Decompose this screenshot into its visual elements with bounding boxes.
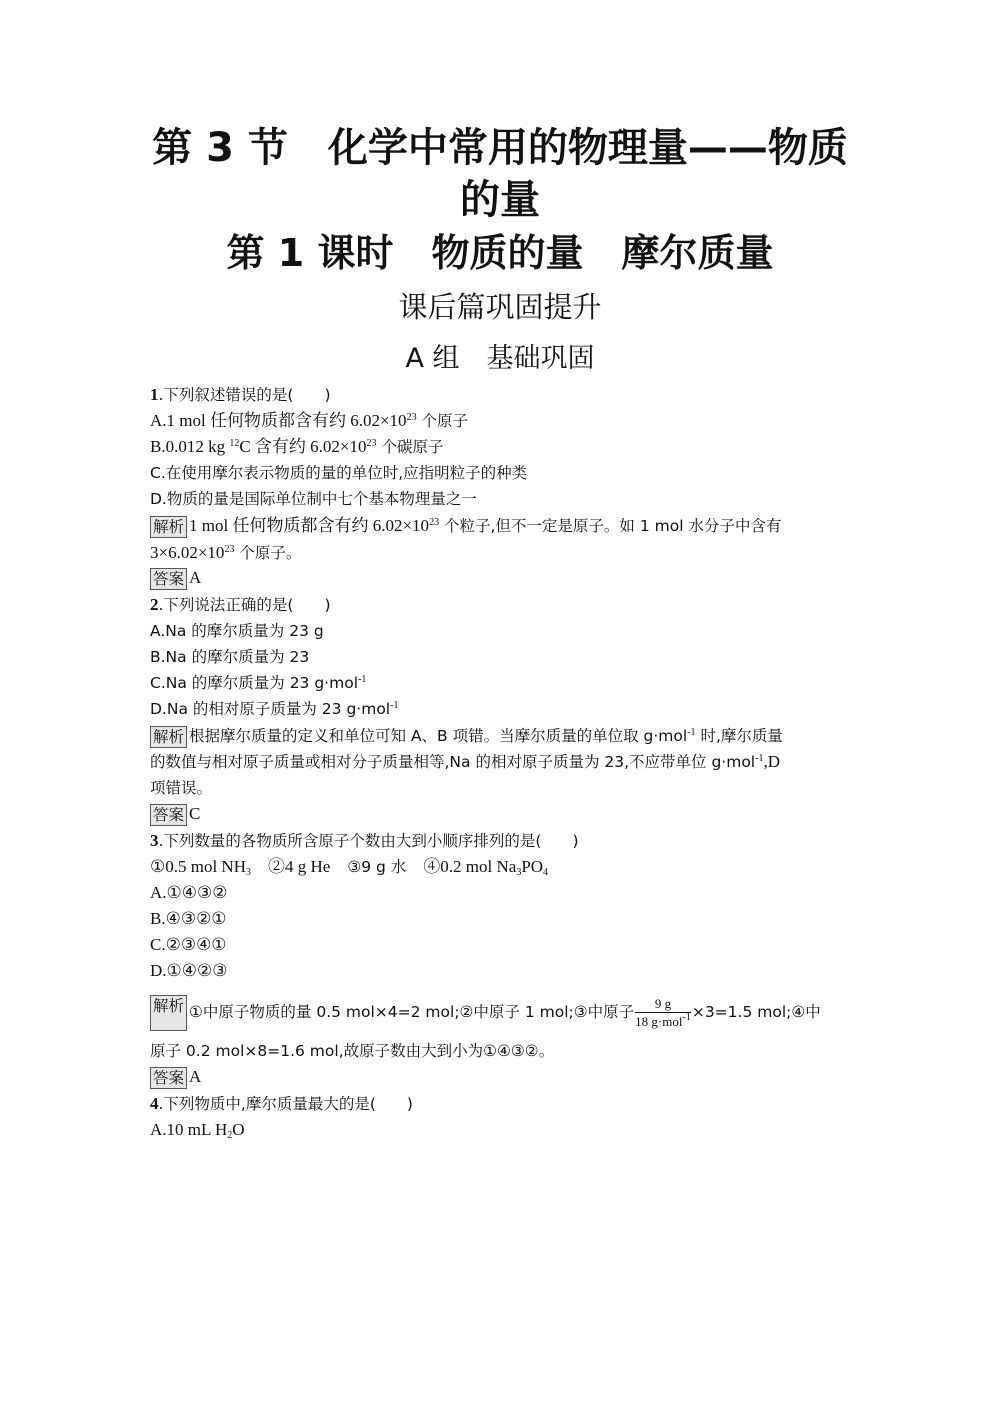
question-1-analysis: 解析 1 mol 任何物质都含有约 $6.02\times 10^{23}$ 个粒子,但不一定是原子。如 1 mol 水分子中含有 xyxy=(150,515,781,538)
analysis-label: 解析 xyxy=(150,995,187,1031)
answer-value: A xyxy=(189,568,202,587)
question-3-option-d: D.①④②③ xyxy=(150,961,228,980)
answer-label: 答案 xyxy=(150,568,187,590)
question-3-analysis-cont: 原子 0.2 mol×8=1.6 mol,故原子数由大到小为①④③②。 xyxy=(150,1042,555,1060)
question-2-option-a: A.Na 的摩尔质量为 23 g xyxy=(150,622,324,640)
question-3-analysis: 解析 ①中原子物质的量 0.5 mol×4=2 mol;②中原子 1 mol;③中原子 $\frac{9 g}{18 g\cdot mol^{-1}}$ ×3=1.5 mol;④中 xyxy=(150,994,821,1031)
subtitle: 课后篇巩固提升 xyxy=(398,290,602,324)
answer-value: A xyxy=(189,1067,202,1086)
question-1-analysis-cont: $3\times 6.02\times 10^{23}$ 个原子。 xyxy=(150,543,302,562)
answer-value: C xyxy=(189,804,201,823)
question-4-option-a: A.10 mL $H_2O$ xyxy=(150,1120,245,1141)
question-1-option-d: D.物质的量是国际单位制中七个基本物理量之一 xyxy=(150,490,477,508)
question-2-option-b: B.Na 的摩尔质量为 23 xyxy=(150,648,310,666)
question-3-option-a: A.①④③② xyxy=(150,883,228,902)
analysis-label: 解析 xyxy=(150,726,187,748)
section-title: 第 3 节 化学中常用的物理量——物质 xyxy=(152,125,848,171)
question-3-answer xyxy=(150,1066,201,1089)
question-3-option-c: C.②③④① xyxy=(150,935,227,954)
question-2-analysis-cont: 的数值与相对原子质量或相对分子质量相等,Na 的相对原子质量为 23,不应带单位 g·mol$^{-1}$,D xyxy=(150,752,780,771)
question-2-analysis: 解析 根据摩尔质量的定义和单位可知 A、B 项错。当摩尔质量的单位取 g·mol$^{-1}$ 时,摩尔质量 xyxy=(150,725,783,748)
question-2-analysis-cont2: 项错误。 xyxy=(150,779,213,797)
question-1-option-b: B.0.012 kg $^{12}$C 含有约 $6.02\times 10^{23}$ 个碳原子 xyxy=(150,437,444,456)
question-2-option-d: D.Na 的相对原子质量为 23 g·mol$^{-1}$ xyxy=(150,700,399,718)
section-title-continued: 的量 xyxy=(460,177,540,223)
lesson-title: 第 1 课时 物质的量 摩尔质量 xyxy=(226,231,774,275)
question-3-items: ①0.5 mol $NH_3$ ②4 g He ③9 g 水 ④0.2 mol $Na_3PO_4$ xyxy=(150,857,549,878)
question-2-stem: 2.下列说法正确的是( ) xyxy=(150,595,331,614)
fraction: $\frac{9 g}{18 g\cdot mol^{-1}}$ xyxy=(635,995,691,1029)
question-1-answer xyxy=(150,567,201,590)
question-4-stem: 4.下列物质中,摩尔质量最大的是( ) xyxy=(150,1094,413,1113)
answer-label: 答案 xyxy=(150,804,187,826)
question-number: 2 xyxy=(150,595,159,614)
question-1-stem: 1.下列叙述错误的是( ) xyxy=(150,385,331,404)
question-2-answer xyxy=(150,803,200,826)
question-1-option-c: C.在使用摩尔表示物质的量的单位时,应指明粒子的种类 xyxy=(150,464,528,482)
analysis-label: 解析 xyxy=(150,516,187,538)
question-3-option-b: B.④③②① xyxy=(150,909,227,928)
answer-label: 答案 xyxy=(150,1067,187,1089)
question-number: 3 xyxy=(150,831,159,850)
question-2-option-c: C.Na 的摩尔质量为 23 g·mol$^{-1}$ xyxy=(150,674,367,692)
question-number: 4 xyxy=(150,1094,159,1113)
question-3-stem: 3.下列数量的各物质所含原子个数由大到小顺序排列的是( ) xyxy=(150,831,579,850)
question-number: 1 xyxy=(150,385,159,404)
group-title: A 组 基础巩固 xyxy=(405,343,595,374)
question-1-option-a: A.1 mol 任何物质都含有约 $6.02\times 10^{23}$ 个原子 xyxy=(150,411,468,430)
